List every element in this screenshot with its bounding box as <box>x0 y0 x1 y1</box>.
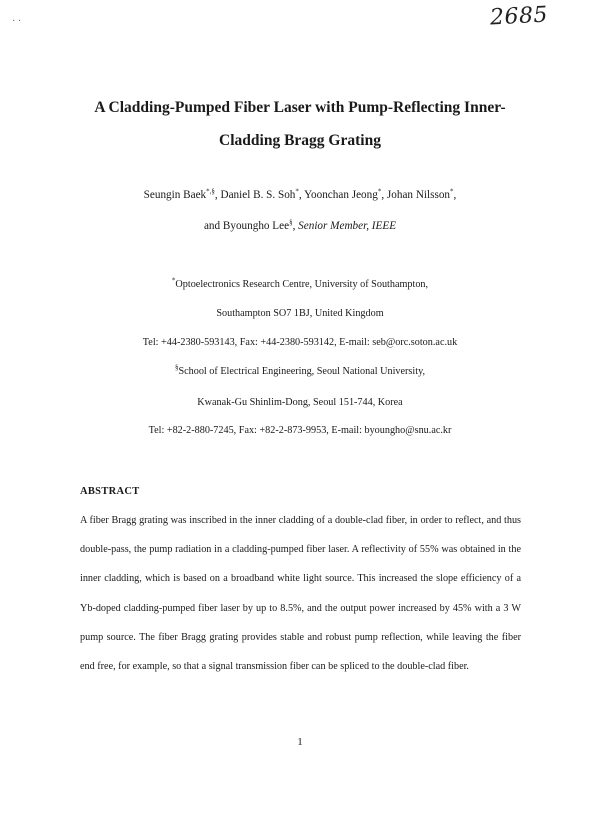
affiliation-2-marker: § <box>174 363 179 372</box>
scan-speck: · · <box>12 16 22 27</box>
author-baek: Seungin Baek <box>143 189 207 201</box>
author-list-line-2 <box>0 219 600 233</box>
affiliation-1-contact: Tel: +44-2380-593143, Fax: +44-2380-593142, E-mail: seb@orc.soton.ac.uk <box>142 337 458 348</box>
author-nilsson: , Johan Nilsson <box>381 189 451 201</box>
affiliation-2-name: School of Electrical Engineering, Seoul National University, <box>178 366 426 377</box>
affiliation-2-line-1 <box>0 365 600 379</box>
author-soh: , Daniel B. S. Soh <box>214 189 296 201</box>
affiliation-1-line-2: Southampton SO7 1BJ, United Kingdom <box>216 308 384 319</box>
handwritten-page-note: 2685 <box>489 2 549 31</box>
author-nilsson-affil: * <box>450 187 454 196</box>
author-list-end: , <box>453 189 457 201</box>
page-number: 1 <box>297 736 303 748</box>
author-baek-affil: *,§ <box>206 187 215 196</box>
paper-title-line-1: A Cladding-Pumped Fiber Laser with Pump-Reflecting Inner- <box>94 99 506 116</box>
author-list-line-1 <box>0 188 600 202</box>
author-jeong: , Yoonchan Jeong <box>298 189 378 201</box>
abstract-heading: ABSTRACT <box>80 486 140 497</box>
author-role-sep: , <box>292 220 299 232</box>
author-soh-affil: * <box>295 187 299 196</box>
affiliation-2-line-2: Kwanak-Gu Shinlim-Dong, Seoul 151-744, Korea <box>197 397 403 408</box>
author-lee: and Byoungho Lee <box>203 220 290 232</box>
affiliation-1-line-1 <box>0 278 600 292</box>
abstract-body: A fiber Bragg grating was inscribed in the inner cladding of a double-clad fiber, in order to reflect, and thus double-pass, the pump radiation in a cladding-pumped fiber laser. A reflectivity of 55% was obtained in the inner cladding, which is based on a broadband white light source. This increased the slope efficiency of a Yb-doped cladding-pumped fiber laser by up to 8.5%, and the output power increased by 45% with a 3 W pump source. The fiber Bragg grating provides stable and robust pump reflection, while leaving the fiber end free, for example, so that a signal transmission fiber can be spliced to the double-clad fiber. <box>80 515 521 673</box>
affiliation-1-name: Optoelectronics Research Centre, University of Southampton, <box>175 279 429 290</box>
author-jeong-affil: * <box>377 187 382 196</box>
paper-title-line-2: Cladding Bragg Grating <box>219 132 381 149</box>
author-lee-role: Senior Member, IEEE <box>298 220 397 232</box>
affiliation-1-marker: * <box>171 276 176 285</box>
affiliation-2-contact: Tel: +82-2-880-7245, Fax: +82-2-873-9953, E-mail: byoungho@snu.ac.kr <box>148 425 452 436</box>
author-lee-affil: § <box>289 218 293 227</box>
